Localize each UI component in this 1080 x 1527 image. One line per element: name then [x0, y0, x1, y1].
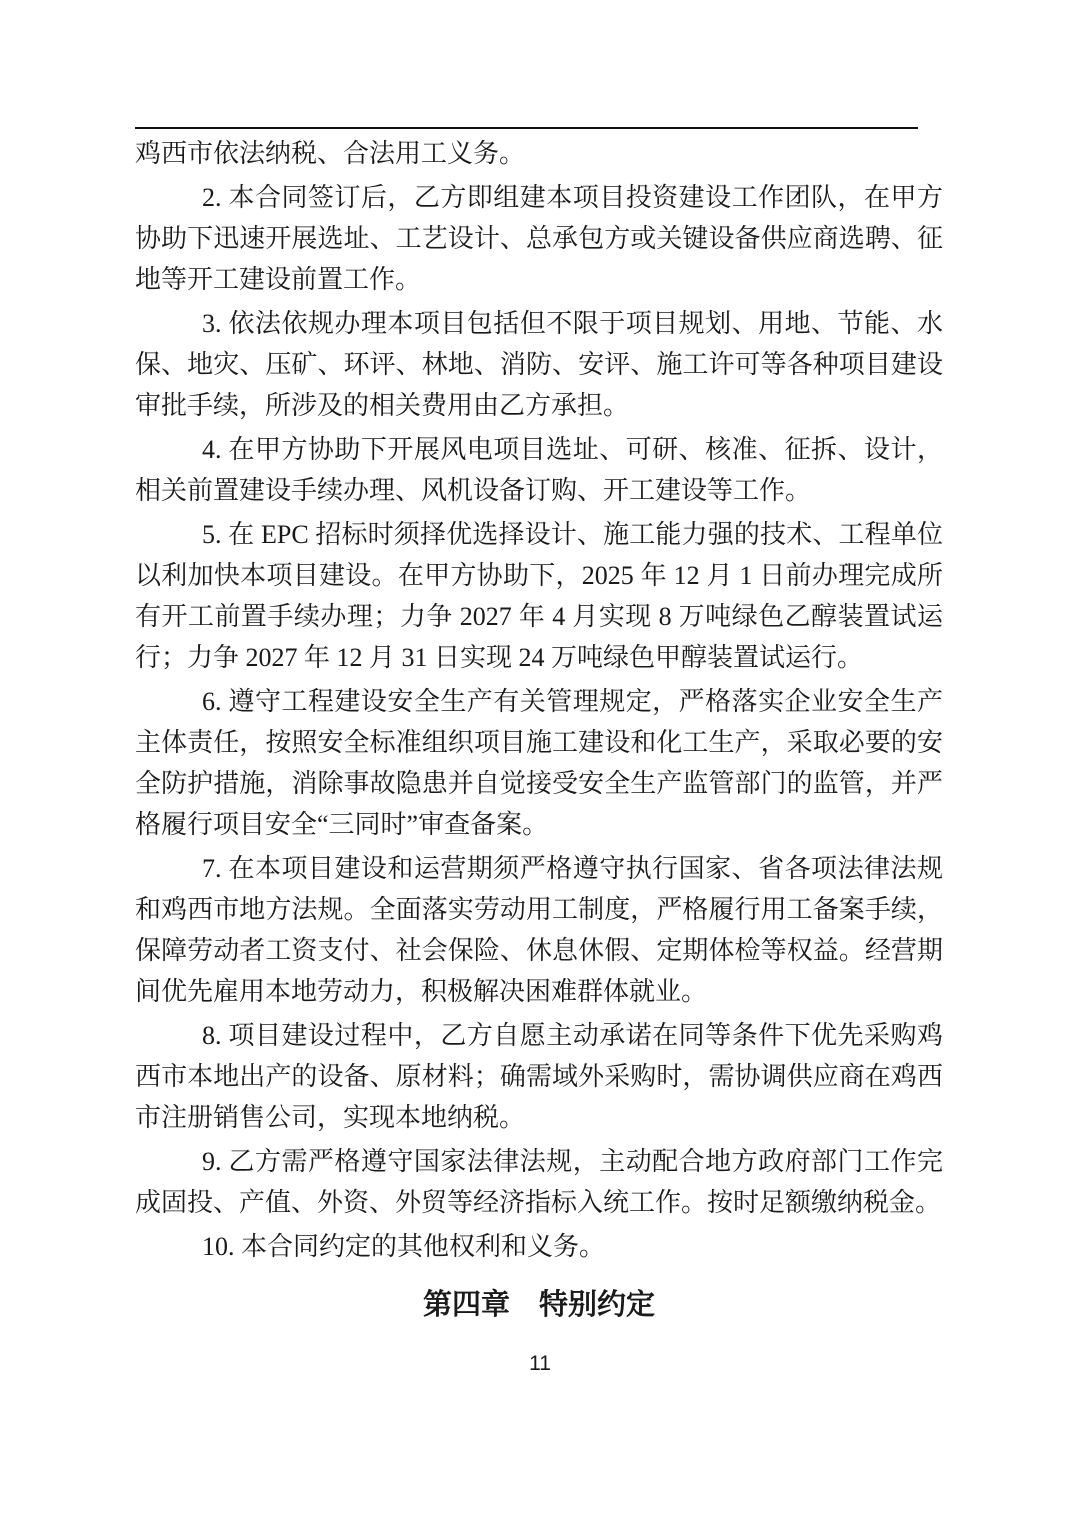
- document-body: [135, 133, 943, 1327]
- paragraph-clause-6: 6. 遵守工程建设安全生产有关管理规定，严格落实企业安全生产主体责任，按照安全标准组织项目施工建设和化工生产，采取必要的安全防护措施，消除事故隐患并自觉接受安全生产监管部门的监管，并严格履行项目安全“三同时”审查备案。: [135, 687, 943, 839]
- paragraph-clause-7: 7. 在本项目建设和运营期须严格遵守执行国家、省各项法律法规和鸡西市地方法规。全面落实劳动用工制度，严格履行用工备案手续，保障劳动者工资支付、社会保险、休息休假、定期体检等权益。经营期间优先雇用本地劳动力，积极解决困难群体就业。: [135, 854, 943, 1006]
- paragraph-clause-5: 5. 在 EPC 招标时须择优选择设计、施工能力强的技术、工程单位以利加快本项目建设。在甲方协助下，2025 年 12 月 1 日前办理完成所有开工前置手续办理；力争 2027 年 4 月实现 8 万吨绿色乙醇装置试运行；力争 2027 年 12 月 31 日实现 24 万吨绿色甲醇装置试运行。: [135, 520, 943, 672]
- paragraph-clause-2: 2. 本合同签订后，乙方即组建本项目投资建设工作团队，在甲方协助下迅速开展选址、工艺设计、总承包方或关键设备供应商选聘、征地等开工建设前置工作。: [135, 183, 943, 294]
- paragraph-clause-9: 9. 乙方需严格遵守国家法律法规，主动配合地方政府部门工作完成固投、产值、外资、外贸等经济指标入统工作。按时足额缴纳税金。: [135, 1147, 943, 1217]
- header-rule: [135, 127, 918, 129]
- chapter-heading: 第四章 特别约定: [422, 1289, 655, 1321]
- paragraph-clause-8: 8. 项目建设过程中，乙方自愿主动承诺在同等条件下优先采购鸡西市本地出产的设备、原材料；确需域外采购时，需协调供应商在鸡西市注册销售公司，实现本地纳税。: [135, 1021, 943, 1132]
- page-number: 11: [529, 1352, 551, 1375]
- paragraph-clause-10: 10. 本合同约定的其他权利和义务。: [202, 1232, 606, 1261]
- paragraph-clause-3: 3. 依法依规办理本项目包括但不限于项目规划、用地、节能、水保、地灾、压矿、环评、林地、消防、安评、施工许可等各种项目建设审批手续，所涉及的相关费用由乙方承担。: [135, 309, 943, 420]
- paragraph-continuation: 鸡西市依法纳税、合法用工义务。: [135, 139, 526, 168]
- paragraph-clause-4: 4. 在甲方协助下开展风电项目选址、可研、核准、征拆、设计，相关前置建设手续办理、风机设备订购、开工建设等工作。: [135, 435, 943, 505]
